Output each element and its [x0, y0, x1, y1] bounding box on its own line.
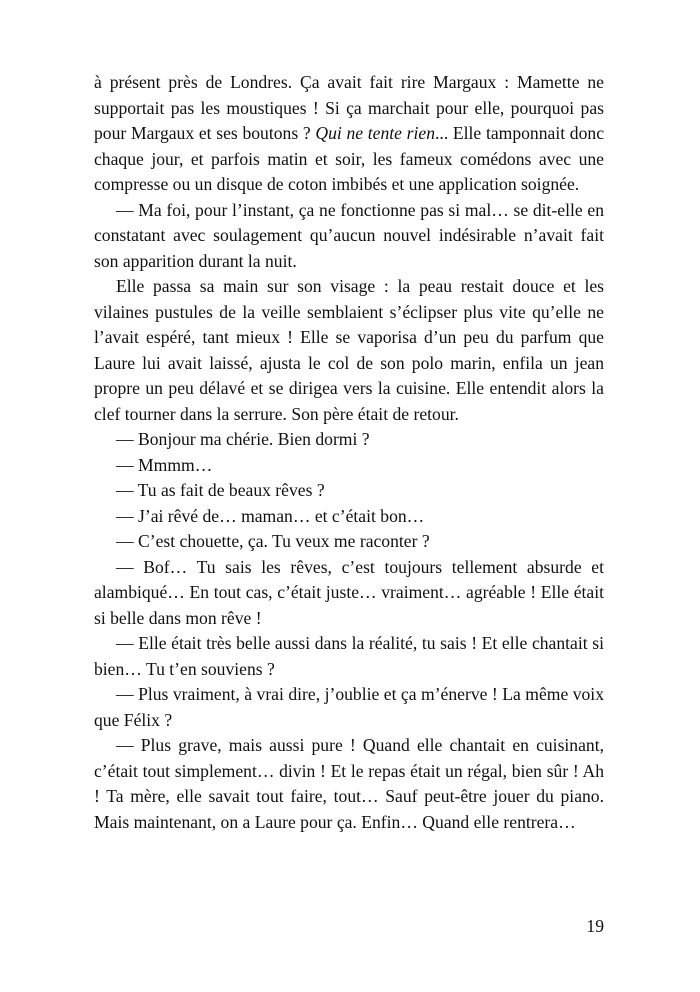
dialogue-line-2: — Mmmm…	[116, 454, 213, 475]
paragraph-1-italic-phrase: Qui ne tente rien	[315, 123, 436, 143]
dialogue-line-3: — Tu as fait de beaux rêves ?	[116, 480, 325, 500]
paragraph-1-end: ... Elle tamponnait donc chaque jour, et parfois matin et soir, les fameux comédons avec une compresse ou un disque de coton imbibés et une application soignée.	[94, 123, 604, 194]
dialogue-line-8: — Plus vraiment, à vrai dire, j’oublie et ça m’énerve ! La même voix que Félix ?	[94, 684, 604, 730]
paragraph-1	[94, 70, 604, 198]
dialogue-line-9: — Plus grave, mais aussi pure ! Quand elle chantait en cuisinant, c’était tout simplement… divin ! Et le repas était un régal, bien sûr ! Ah ! Ta mère, elle savait tout faire, tout… Sauf peut-être jouer du piano. Mais maintenant, on a Laure pour ça. Enfin… Quand elle rentrera…	[94, 735, 604, 832]
dialogue-line-4: — J’ai rêvé de… maman… et c’était bon…	[116, 505, 425, 526]
body-text	[94, 70, 604, 835]
paragraph-2: — Ma foi, pour l’instant, ça ne fonctionne pas si mal… se dit-elle en constatant avec soulagement qu’aucun nouvel indésirable n’avait fait son apparition durant la nuit.	[94, 199, 604, 271]
page-number: 19	[586, 916, 604, 936]
paragraph-3: Elle passa sa main sur son visage : la peau restait douce et les vilaines pustules de la veille semblaient s’éclipser plus vite qu’elle ne l’avait espéré, tant mieux ! Elle se vaporisa d’un peu du parfum que Laure lui avait laissé, ajusta le col de son polo marin, enfila un jean propre un peu délavé et se dirigea vers la cuisine. Elle entendit alors la clef tourner dans la serrure. Son père était de retour.	[94, 276, 604, 424]
paragraph-1-start: à présent près de Londres. Ça avait fait rire Margaux : Mamette ne supportait pas les moustiques ! Si ça marchait pour elle, pourquoi pas pour Margaux et ses boutons ?	[94, 72, 604, 143]
dialogue-line-1: — Bonjour ma chérie. Bien dormi ?	[116, 429, 370, 449]
dialogue-line-7: — Elle était très belle aussi dans la réalité, tu sais ! Et elle chantait si bien… Tu t’en souviens ?	[94, 633, 604, 679]
dialogue-line-6: — Bof… Tu sais les rêves, c’est toujours tellement absurde et alambiqué… En tout cas, c’était juste… vraiment… agréable ! Elle était si belle dans mon rêve !	[94, 556, 604, 628]
dialogue-line-5: — C’est chouette, ça. Tu veux me raconter ?	[116, 531, 430, 551]
